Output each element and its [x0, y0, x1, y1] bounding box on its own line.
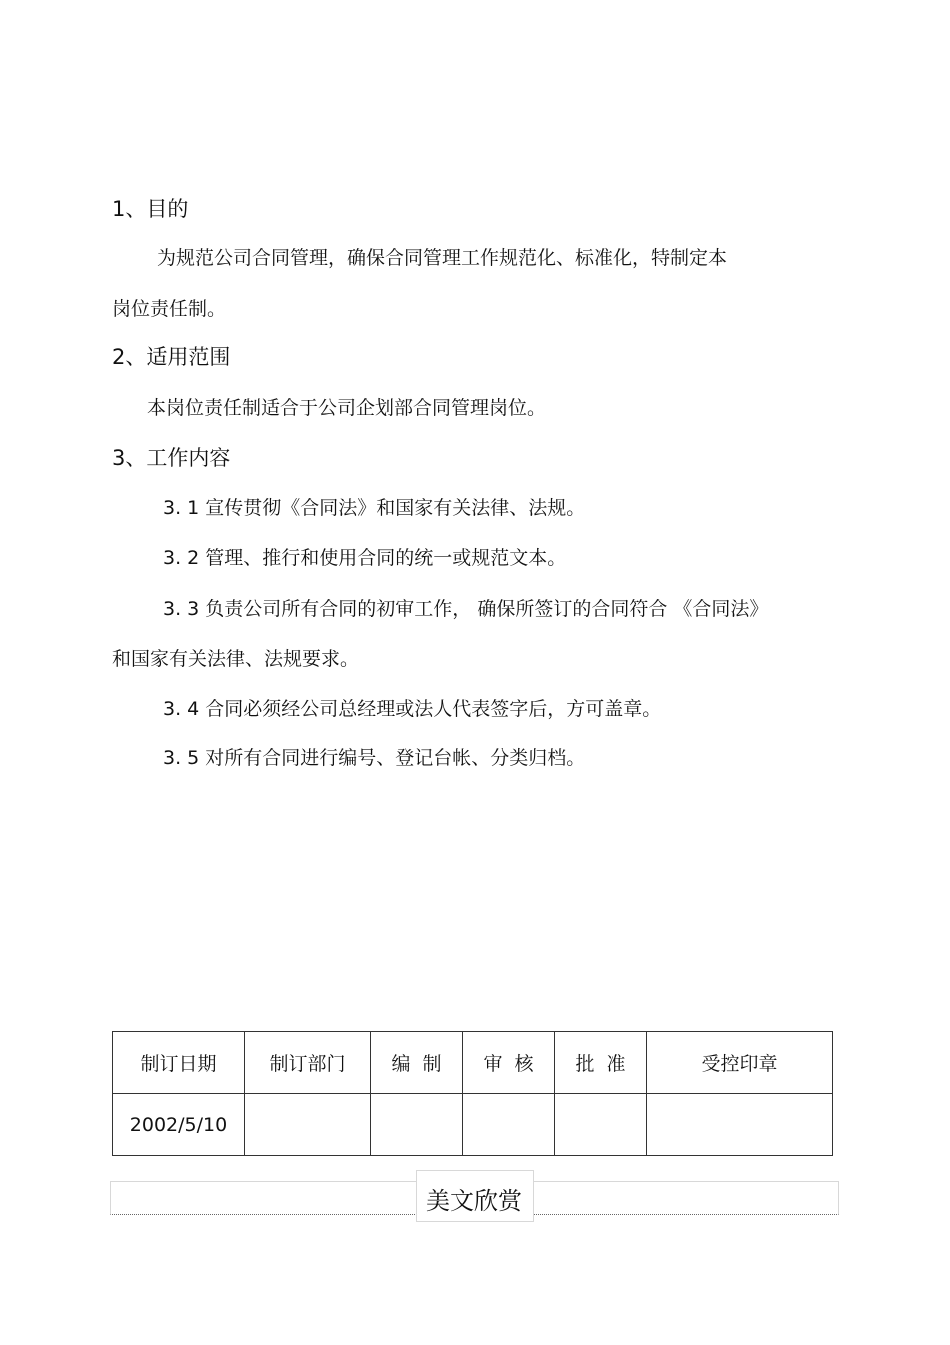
section-3-heading: 3、工作内容 [112, 446, 231, 470]
cell-date: 2002/5/10 [113, 1094, 245, 1156]
section-1-paragraph: 为规范公司合同管理，确保合同管理工作规范化、标准化，特制定本 [157, 247, 728, 269]
header-cell-review: 审 核 [463, 1032, 555, 1094]
table-row [113, 1094, 833, 1156]
cell-review [463, 1094, 555, 1156]
section-2-heading: 2、适用范围 [112, 345, 231, 369]
list-item: 3. 2 管理、推行和使用合同的统一或规范文本。 [163, 547, 567, 569]
table-header-row [113, 1032, 833, 1094]
control-table [112, 1031, 833, 1156]
list-item: 3. 3 负责公司所有合同的初审工作， 确保所签订的合同符合 《合同法》 [163, 598, 769, 620]
header-cell-author: 编 制 [371, 1032, 463, 1094]
header-cell-date: 制订日期 [113, 1032, 245, 1094]
footer-text: 美文欣赏 [426, 1187, 522, 1215]
section-2-paragraph: 本岗位责任制适合于公司企划部合同管理岗位。 [147, 397, 547, 419]
section-1-heading: 1、目的 [112, 197, 189, 221]
header-cell-seal: 受控印章 [647, 1032, 833, 1094]
section-1-paragraph-cont: 岗位责任制。 [112, 298, 227, 320]
list-item: 3. 4 合同必须经公司总经理或法人代表签字后，方可盖章。 [163, 698, 662, 720]
cell-approve [555, 1094, 647, 1156]
list-item: 3. 5 对所有合同进行编号、登记台帐、分类归档。 [163, 747, 586, 769]
header-cell-approve: 批 准 [555, 1032, 647, 1094]
header-cell-dept: 制订部门 [245, 1032, 371, 1094]
cell-dept [245, 1094, 371, 1156]
list-item: 3. 1 宣传贯彻《合同法》和国家有关法律、法规。 [163, 497, 586, 519]
list-item-cont: 和国家有关法律、法规要求。 [112, 648, 360, 670]
cell-author [371, 1094, 463, 1156]
cell-seal [647, 1094, 833, 1156]
